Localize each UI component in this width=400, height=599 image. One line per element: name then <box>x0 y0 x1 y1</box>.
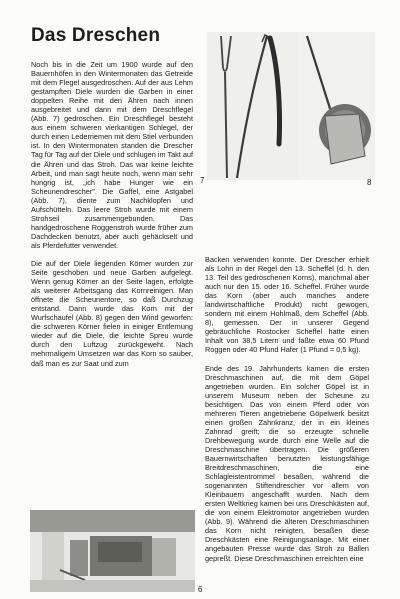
paragraph: Ende des 19. Jahrhunderts kamen die ersten Dreschmaschinen auf, die mit dem Göpel angetrieben wurden. Ein solcher Göpel ist in unserem Museum neben der Scheune zu besichtigen. Das von einem Pferd oder von mehreren Tieren angetriebene Göpelwerk besitzt einen großen Zahnkranz, der in ein kleines Zahnrad greift; die so erzeugte schnelle Drehbewegung wurde durch eine Welle auf die Dreschmaschine übertragen. Die größeren Bauernwirtschaften benutzten leistungsfähige Breitdreschmaschinen, die eine Schlagleistentrommel besaßen, während die sogenannten Stiftendrescher vor allem von Kleinbauern angeschafft wurden. Nach dem ersten Weltkrieg kamen bei uns Dreschkästen auf, die von einem Elektromotor angetrieben wurden (Abb. 9). Während die älteren Dreschmaschinen das Korn nicht reinigten, besaßen diese Dreschkästen eine Reinigungsanlage. Mit einer angebauten Presse wurde das Stroh zu Ballen gepreßt. Diese Dreschmaschinen erreichten eine <box>205 363 369 563</box>
paragraph: Backen verwenden konnte. Der Drescher erhielt als Lohn in der Regel den 13. Scheffel (d. h. den 13. Teil des gedroschenen Korns), manchmal aber auch nur den 15. oder 16. Scheffel. Früher wurde das Korn (aber auch manches andere landwirtschaftliche Produkt) nicht gewogen, sondern mit einem Hohlmaß, dem Scheffel (Abb. 8), gemessen. Der in unserer Gegend gebräuchliche Rostocker Scheffel hatte einen Inhalt von 38,5 Litern und faßte etwa 60 Pfund Roggen oder 40 Pfund Hafer (1 Pfund = 0,5 kg). <box>205 255 369 355</box>
figure-number: 8 <box>367 178 372 187</box>
right-text-column <box>205 255 369 572</box>
page-title: Das Dreschen <box>31 25 161 46</box>
shovel-and-bushel-illustration <box>299 32 375 180</box>
paragraph: Noch bis in die Zeit um 1900 wurde auf den Bauernhöfen in den Wintermonaten das Getreide mit dem Flegel ausgedroschen. Auf der aus Lehm gestampften Diele wurden die Garben in einer doppelten Reihe mit den Ähren nach innen ausgebreitet und dann mit dem Dreschflegel (Abb. 7) gedroschen. Ein Dreschflegel besteht aus einem schweren vierkantigen Schlegel, der durch einen Lederriemen mit dem Stiel verbunden ist. In den Wintermonaten standen die Drescher Tag für Tag auf der Diele und schlugen im Takt auf die Ähren und das Stroh. Das war keine leichte Arbeit, und man sagt heute noch, wenn man sehr hungrig ist, „ich habe Hunger wie ein Scheunendrescher". Die Gaffel, eine Astgabel (Abb. 7), diente zum Nachklopfen und Aufschütteln. Das leere Stroh wurde mit einem Strohseil zusammengebunden. Das handgedroschene Roggenstroh wurde früher zum Dachdecken benutzt, aber auch gehäckselt und als Pferdefutter verwendet. <box>31 60 193 250</box>
flail-and-fork-illustration <box>207 32 299 180</box>
paragraph: Die auf der Diele liegenden Körner wurden zur Seite geschoben und neue Garben aufgelegt. Wenn genug Körner an der Seite lagen, erfolgte als weiterer Arbeitsgang das Kornreinigen. Man öffnete die Scheunentore, so daß Durchzug entstand. Dann wurde das Korn mit der Wurfschaufel (Abb. 8) gegen den Wind geworfen: die schweren Körner fielen in einiger Entfernung wieder auf die Diele, die leichte Spreu wurde durch den Luftzug zurückgeweht. Nach mehrmaligem Umsetzen war das Korn so sauber, daß man es zur Saat und zum <box>31 258 193 368</box>
figure-flail-photo <box>207 32 299 180</box>
figure-number: 7 <box>200 176 205 185</box>
threshing-machine-illustration <box>30 510 195 592</box>
figure-shovel-photo <box>299 32 375 180</box>
figure-threshing-machine-photo <box>30 510 195 592</box>
left-text-column <box>31 60 193 377</box>
figure-number: 6 <box>198 585 203 594</box>
